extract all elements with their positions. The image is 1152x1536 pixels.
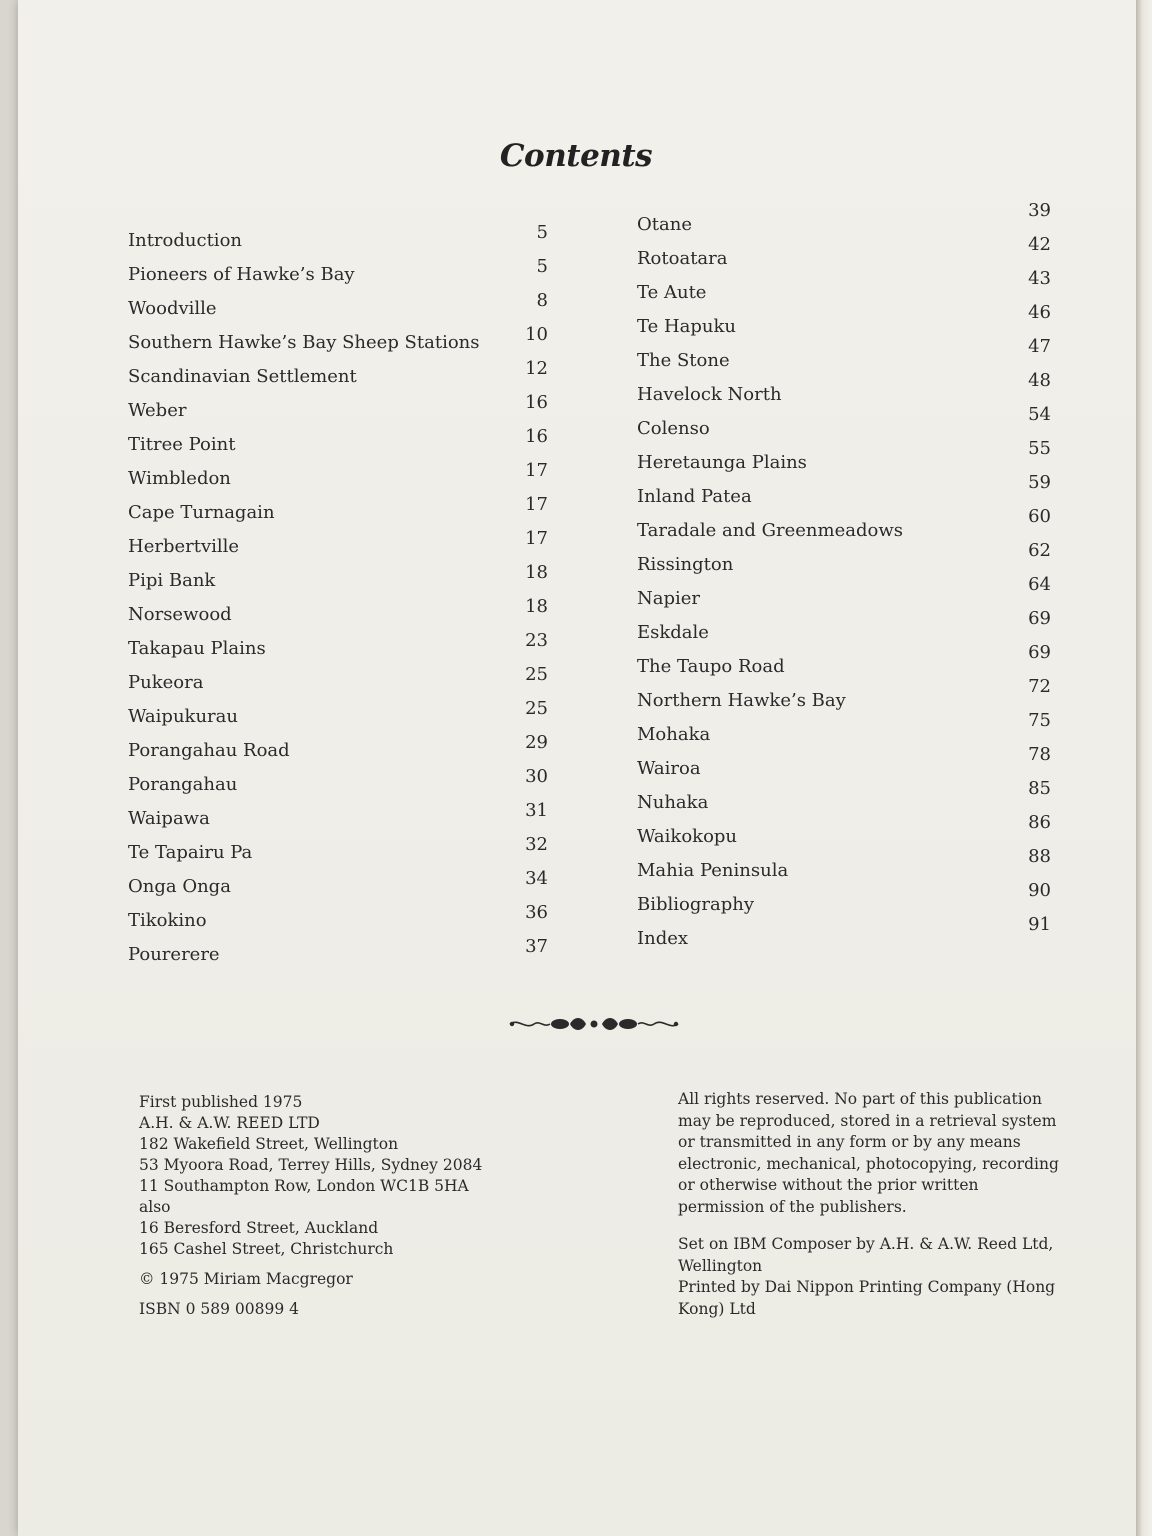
toc-entry [637,778,1065,818]
toc-entry-title: Norsewood [128,604,232,625]
toc-entry-page: 16 [525,392,548,413]
toc-entry-page: 55 [1028,438,1051,459]
toc-entry-page: 91 [1028,914,1051,935]
toc-entry [128,698,548,732]
toc-entry-title: Te Aute [637,282,707,303]
toc-entry [637,812,1065,852]
toc-entry-page: 60 [1028,506,1051,527]
toc-entry-page: 34 [525,868,548,889]
toc-entry [128,868,548,902]
toc-entry-title: Rotoatara [637,248,728,269]
toc-entry [637,880,1065,920]
toc-entry-page: 36 [525,902,548,923]
copyright-notice: © 1975 Miriam Macgregor [139,1270,353,1288]
toc-entry-title: Wimbledon [128,468,231,489]
toc-entry-title: Wairoa [637,758,701,779]
imprint-line: also [139,1198,171,1216]
toc-entry-title: Colenso [637,418,710,439]
toc-entry-title: Havelock North [637,384,782,405]
toc-entry-title: Cape Turnagain [128,502,275,523]
toc-entry [128,256,548,290]
toc-entry-title: Northern Hawke’s Bay [637,690,846,711]
toc-entry [128,358,548,392]
toc-entry-page: 25 [525,698,548,719]
imprint-line: A.H. & A.W. REED LTD [139,1114,320,1132]
toc-entry-page: 90 [1028,880,1051,901]
toc-entry [128,936,548,970]
toc-entry [128,494,548,528]
toc-entry-page: 31 [525,800,548,821]
rights-line: or otherwise without the prior written [678,1176,979,1194]
toc-entry-title: Eskdale [637,622,709,643]
toc-entry-title: Pioneers of Hawke’s Bay [128,264,355,285]
toc-entry [637,234,1065,274]
toc-entry [128,562,548,596]
toc-entry-title: Taradale and Greenmeadows [637,520,903,541]
toc-entry-title: Waikokopu [637,826,738,847]
toc-entry-title: Waipukurau [128,706,238,727]
toc-entry-page: 46 [1028,302,1051,323]
toc-entry-title: Pipi Bank [128,570,216,591]
toc-entry-page: 85 [1028,778,1051,799]
rights-line: permission of the publishers. [678,1197,907,1216]
toc-entry-page: 8 [536,290,548,311]
toc-entry [637,574,1065,614]
toc-entry-title: Scandinavian Settlement [128,366,357,387]
toc-entry [128,766,548,800]
toc-entry-title: The Stone [637,350,730,371]
toc-entry-page: 64 [1028,574,1051,595]
toc-entry [637,200,1065,240]
toc-entry [637,608,1065,648]
imprint-line: First published 1975 [139,1093,303,1111]
toc-entry-page: 39 [1028,200,1051,221]
toc-entry [637,336,1065,376]
toc-entry [637,438,1065,478]
printing-line: Kong) Ltd [678,1299,756,1318]
toc-entry [128,426,548,460]
toc-entry [128,392,548,426]
toc-entry-page: 37 [525,936,548,957]
toc-entry [128,732,548,766]
toc-entry-page: 23 [525,630,548,651]
imprint-line: 53 Myoora Road, Terrey Hills, Sydney 2084 [139,1156,483,1174]
toc-entry [128,460,548,494]
toc-entry-page: 16 [525,426,548,447]
toc-entry-page: 48 [1028,370,1051,391]
toc-entry-title: Bibliography [637,894,754,915]
toc-entry-page: 69 [1028,608,1051,629]
toc-entry-title: Pourerere [128,944,220,965]
toc-entry-title: Nuhaka [637,792,709,813]
contents-title: Contents [499,138,653,174]
toc-entry [637,472,1065,512]
toc-entry-title: Titree Point [128,434,236,455]
toc-entry-title: Herbertville [128,536,240,557]
toc-entry-title: Pukeora [128,672,204,693]
rights-line: electronic, mechanical, photocopying, recording [678,1154,1059,1173]
toc-entry-page: 17 [525,494,548,515]
imprint-lines [139,1092,559,1260]
toc-entry-title: Takapau Plains [128,638,266,659]
rights-line: may be reproduced, stored in a retrieval system [678,1111,1057,1130]
toc-entry-page: 88 [1028,846,1051,867]
toc-entry-page: 17 [525,460,548,481]
rights-lines [678,1089,1088,1218]
typesetting-line: Set on IBM Composer by A.H. & A.W. Reed Ltd, [678,1235,1054,1253]
printing-credit [678,1277,1088,1320]
toc-entry-page: 32 [525,834,548,855]
rights-notice [678,1089,1088,1320]
toc-entry-page: 59 [1028,472,1051,493]
toc-entry-page: 10 [525,324,548,345]
toc-entry [128,834,548,868]
toc-entry-title: Te Tapairu Pa [128,842,253,863]
toc-entry-page: 25 [525,664,548,685]
toc-entry [128,596,548,630]
toc-entry-title: Rissington [637,554,734,575]
rights-line: All rights reserved. No part of this publication [678,1090,1043,1108]
toc-entry-page: 43 [1028,268,1051,289]
toc-entry [128,902,548,936]
toc-entry-title: Inland Patea [637,486,752,507]
toc-entry-title: Napier [637,588,701,609]
isbn: ISBN 0 589 00899 4 [139,1300,300,1318]
toc-entry-title: Mohaka [637,724,711,745]
toc-entry-page: 75 [1028,710,1051,731]
toc-entry [128,528,548,562]
toc-entry-title: Index [637,928,689,949]
toc-entry-title: Mahia Peninsula [637,860,789,881]
imprint-line: 16 Beresford Street, Auckland [139,1219,379,1237]
ornament-divider [504,1012,684,1036]
toc-entry-title: Porangahau [128,774,238,795]
toc-entry [637,268,1065,308]
toc-entry [637,676,1065,716]
toc-entry-title: Tikokino [128,910,207,931]
toc-entry [128,324,548,358]
toc-entry [637,302,1065,342]
toc-entry [128,664,548,698]
printing-line: Printed by Dai Nippon Printing Company (Hong [678,1278,1056,1296]
toc-entry [128,800,548,834]
toc-entry-title: Onga Onga [128,876,231,897]
toc-entry [637,744,1065,784]
toc-entry [637,642,1065,682]
toc-left-column [128,222,548,970]
toc-entry [637,846,1065,886]
imprint-line: 182 Wakefield Street, Wellington [139,1135,399,1153]
toc-entry-page: 18 [525,596,548,617]
toc-entry [128,290,548,324]
typesetting-credit [678,1234,1088,1277]
toc-entry-title: Introduction [128,230,242,251]
toc-entry-page: 17 [525,528,548,549]
toc-entry-page: 72 [1028,676,1051,697]
toc-entry [637,506,1065,546]
toc-entry [637,404,1065,444]
toc-entry-page: 42 [1028,234,1051,255]
toc-entry-title: Southern Hawke’s Bay Sheep Stations [128,332,480,353]
toc-entry-page: 86 [1028,812,1051,833]
toc-entry [637,370,1065,410]
toc-entry-page: 5 [536,256,548,277]
toc-entry-page: 78 [1028,744,1051,765]
toc-entry-page: 69 [1028,642,1051,663]
toc-entry-title: Porangahau Road [128,740,290,761]
toc-entry [128,222,548,256]
toc-entry-title: Waipawa [128,808,210,829]
imprint-line: 11 Southampton Row, London WC1B 5HA [139,1177,469,1195]
toc-right-column [637,200,1065,954]
typesetting-line: Wellington [678,1256,763,1275]
toc-entry-title: Weber [128,400,187,421]
toc-entry-page: 29 [525,732,548,753]
toc-entry [637,914,1065,954]
toc-entry-page: 18 [525,562,548,583]
toc-entry-title: Heretaunga Plains [637,452,807,473]
toc-entry [637,710,1065,750]
page-edge [1136,0,1152,1536]
publication-imprint [139,1092,559,1320]
toc-entry-page: 62 [1028,540,1051,561]
toc-entry-page: 12 [525,358,548,379]
rights-line: or transmitted in any form or by any means [678,1133,1021,1151]
toc-entry-page: 47 [1028,336,1051,357]
toc-entry-title: The Taupo Road [637,656,785,677]
toc-entry-title: Te Hapuku [637,316,737,337]
toc-entry [637,540,1065,580]
toc-entry-title: Woodville [128,298,217,319]
toc-entry-page: 54 [1028,404,1051,425]
toc-entry-page: 30 [525,766,548,787]
toc-entry-page: 5 [536,222,548,243]
imprint-line: 165 Cashel Street, Christchurch [139,1240,394,1258]
toc-entry-title: Otane [637,214,692,235]
toc-entry [128,630,548,664]
